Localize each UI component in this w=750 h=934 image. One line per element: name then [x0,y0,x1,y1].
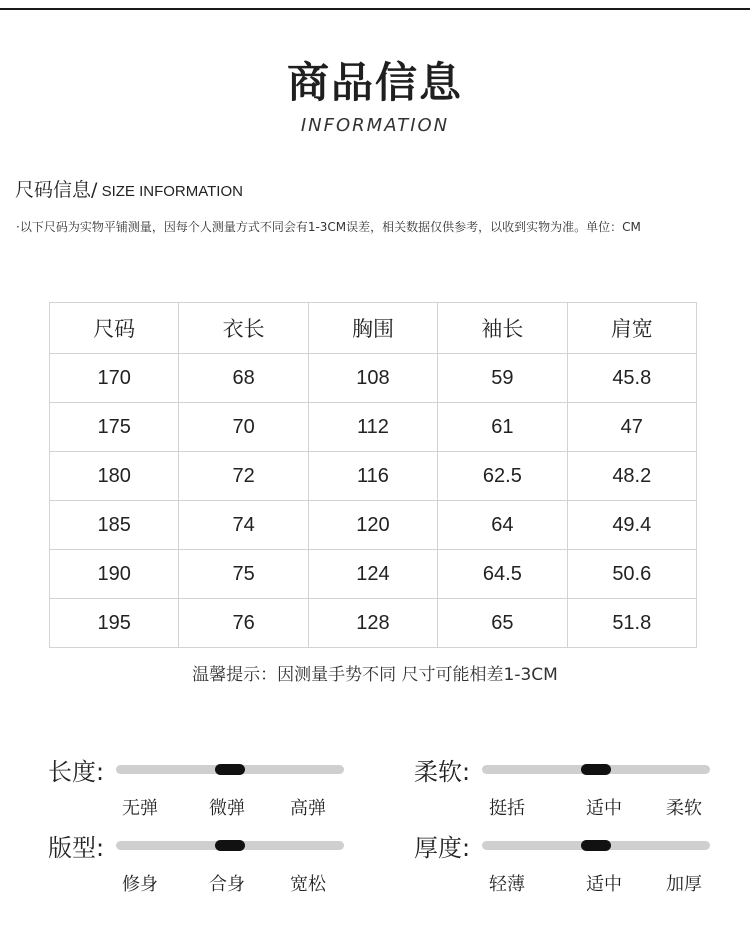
table-cell: 72 [179,452,308,501]
scale-option: 合身 [209,874,245,895]
scale-indicator [581,840,611,851]
scale-indicator [215,764,245,775]
table-cell: 75 [179,550,308,599]
scale-option: 挺括 [489,798,525,819]
table-cell: 70 [179,403,308,452]
table-row [50,452,697,501]
attribute-label: 长度: [48,758,105,786]
column-header: 袖长 [438,303,567,354]
scale-option: 适中 [586,798,622,819]
column-header: 胸围 [308,303,437,354]
table-cell: 185 [50,501,179,550]
table-row [50,501,697,550]
table-cell: 65 [438,599,567,648]
attribute-label: 柔软: [414,758,471,786]
table-cell: 120 [308,501,437,550]
attribute-label: 厚度: [414,834,471,862]
table-cell: 50.6 [567,550,696,599]
scale-option: 轻薄 [489,874,525,895]
page-title: 商品信息 [286,58,463,107]
table-row [50,403,697,452]
scale-option: 柔软 [666,798,702,819]
section-heading-cn: 尺码信息/ [15,179,98,201]
attribute-label: 版型: [48,834,105,862]
table-cell: 128 [308,599,437,648]
scale-indicator [215,840,245,851]
column-header: 尺码 [50,303,179,354]
table-cell: 180 [50,452,179,501]
scale-option: 宽松 [290,874,326,895]
scale-track [116,841,344,850]
tip-text: 温馨提示：因测量手势不同 尺寸可能相差1-3CM [192,665,558,685]
table-cell: 124 [308,550,437,599]
scale-indicator [581,764,611,775]
table-cell: 61 [438,403,567,452]
column-header: 肩宽 [567,303,696,354]
table-row [50,599,697,648]
table-cell: 76 [179,599,308,648]
size-table [49,302,697,648]
table-cell: 64 [438,501,567,550]
scale-option: 无弹 [122,798,158,819]
table-row [50,354,697,403]
table-cell: 108 [308,354,437,403]
table-cell: 48.2 [567,452,696,501]
page-subtitle: INFORMATION [300,115,450,136]
scale-option: 加厚 [666,874,702,895]
table-cell: 62.5 [438,452,567,501]
table-cell: 190 [50,550,179,599]
table-cell: 68 [179,354,308,403]
table-cell: 47 [567,403,696,452]
table-cell: 112 [308,403,437,452]
table-cell: 195 [50,599,179,648]
table-cell: 116 [308,452,437,501]
scale-track [116,765,344,774]
table-header-row [50,303,697,354]
table-cell: 59 [438,354,567,403]
table-cell: 170 [50,354,179,403]
size-section-heading [15,175,243,202]
top-divider [0,8,750,10]
scale-option: 高弹 [290,798,326,819]
table-cell: 51.8 [567,599,696,648]
scale-option: 修身 [122,874,158,895]
table-cell: 45.8 [567,354,696,403]
table-cell: 74 [179,501,308,550]
scale-track [482,841,710,850]
table-cell: 49.4 [567,501,696,550]
measurement-note: ·以下尺码为实物平铺测量，因每个人测量方式不同会有1-3CM误差，相关数据仅供参考，以收到实物为准。单位：CM [16,220,641,234]
scale-option: 微弹 [209,798,245,819]
scale-track [482,765,710,774]
section-heading-en: SIZE INFORMATION [97,183,243,200]
table-row [50,550,697,599]
table-cell: 175 [50,403,179,452]
scale-option: 适中 [586,874,622,895]
column-header: 衣长 [179,303,308,354]
table-cell: 64.5 [438,550,567,599]
